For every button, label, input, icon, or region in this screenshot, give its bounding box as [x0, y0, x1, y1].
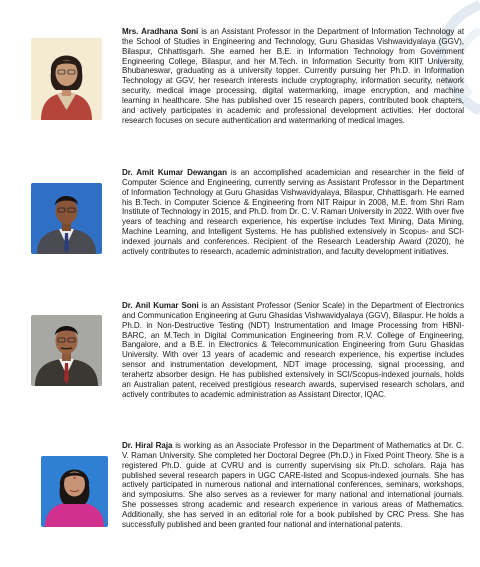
bio-name: Dr. Anil Kumar Soni	[122, 301, 199, 310]
bio-aradhana-soni	[122, 27, 464, 125]
bio-anil-kumar-soni	[122, 301, 464, 399]
bio-amit-kumar-dewangan	[122, 168, 464, 257]
bio-body: is an Assistant Professor in the Department of Information Technology at the School of Studies in Engineering and Technology, Guru Ghasidas Vishwavidyalaya (GGV), Bilaspur, Chhattisgarh. She earned her B.E. in Information Technology from Government Engineering College, Bilaspur, and her M.Tech. in Information Security from KIIT University, Bhubaneswar, graduating as a university topper. Currently pursuing her Ph.D. in Information Technology at GGV, her research interests include cryptography, information security, network security, medical image processing, digital watermarking, image encryption, and machine learning in healthcare. She has published over 15 research papers, contributed book chapters, and actively participates in academic and professional development activities. Her doctoral research focuses on secure authentication and watermarking of medical images.	[122, 27, 465, 125]
portrait-hiral-raja	[41, 456, 108, 527]
bio-body: is an Assistant Professor (Senior Scale) in the Department of Electronics and Communication Engineering at Guru Ghasidas Vishwavidyalaya (GGV), Bilaspur. He holds a Ph.D. in Non-Destructive Testing (NDT) Instrumentation and Image Processing from HBNI-BARC, an M.Tech in Digital Communication Engineering from R.V. College of Engineering, Bangalore, and a B.E. in Electronics & Telecommunication Engineering from Guru Ghasidas University. With over 13 years of academic and research experience, his expertise includes sensor and instrumentation development, NDT image processing, signal processing, and terahertz absorber design. He has published extensively in SCI/Scopus-indexed journals, holds an Australian patent, received prestigious research awards, supervised research scholars, and actively contributes to academic administration as Assistant Director, IQAC.	[122, 301, 464, 399]
bio-name: Dr. Hiral Raja	[122, 441, 173, 450]
portrait-anil-kumar-soni	[31, 315, 102, 386]
bio-body: is working as an Associate Professor in the Department of Mathematics at Dr. C. V. Raman University. She completed her Doctoral Degree (Ph.D.) in Fixed Point Theory. She is a registered Ph.D. guide at CVRU and is currently supervising six Ph.D. scholars. Raja has published several research papers in UGC CARE-listed and Scopus-indexed journals. She has actively participated in numerous national and international conferences, seminars, workshops, and symposiums. She also serves as a reviewer for many national and international journals. She possesses strong academic and research experience in various areas of Mathematics. Additionally, she has served in an editorial role for a book published by CRC Press. She has successfully published and been granted four national and international patents.	[122, 441, 464, 529]
bio-name: Dr. Amit Kumar Dewangan	[122, 168, 227, 177]
bio-name: Mrs. Aradhana Soni	[122, 27, 199, 36]
bio-body: is an accomplished academician and researcher in the field of Computer Science and Engineering, currently serving as Assistant Professor in the Department of Information Technology at Guru Ghasidas Vishwavidyalaya, Bilaspur, Chhattisgarh. He earned his B.Tech. in Computer Science & Engineering from NIT Raipur in 2008, M.E. from Shri Ram Institute of Technology in 2015, and Ph.D. from Dr. C. V. Raman University in 2022. With over five years of teaching and research experience, his expertise includes Text Mining, Data Mining, Machine Learning, and Intelligent Systems. He has published extensively in Scopus- and SCI-indexed journals and conferences. Recipient of the Research Leadership Award (2020), he actively contributes to research, academic administration, and faculty development initiatives.	[122, 168, 464, 256]
bio-hiral-raja	[122, 441, 464, 530]
portrait-aradhana-soni	[31, 38, 102, 120]
portrait-amit-kumar-dewangan	[31, 183, 102, 254]
